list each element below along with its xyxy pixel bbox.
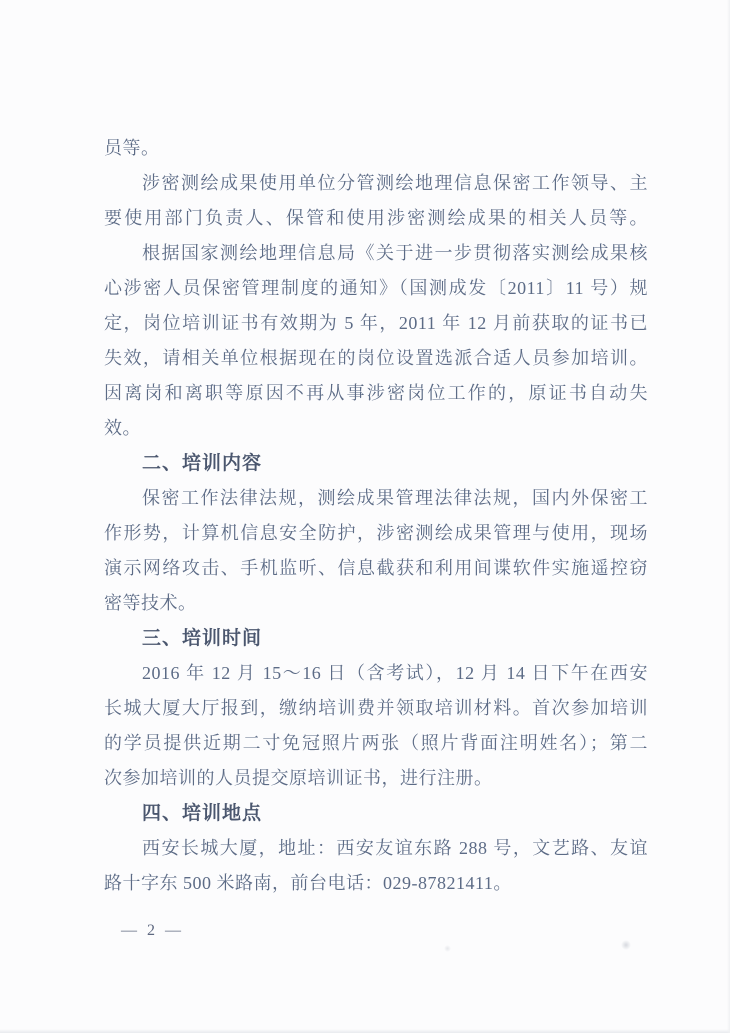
paragraph-line: 长城大厦大厅报到，缴纳培训费并领取培训材料。首次参加培训	[104, 698, 648, 718]
paragraph-tail-line: 次参加培训的人员提交原培训证书，进行注册。	[104, 768, 493, 788]
paragraph-tail-line: 密等技术。	[104, 593, 197, 613]
heading-training-location: 四、培训地点	[142, 803, 263, 824]
paragraph-line: 保密工作法律法规，测绘成果管理法律法规，国内外保密工	[142, 488, 648, 508]
scan-smudge	[444, 945, 451, 952]
paragraph-line: 根据国家测绘地理信息局《关于进一步贯彻落实测绘成果核	[142, 243, 648, 263]
paragraph-line: 定，岗位培训证书有效期为 5 年，2011 年 12 月前获取的证书已	[104, 313, 648, 333]
paragraph-line: 心涉密人员保密管理制度的通知》（国测成发〔2011〕11 号）规	[104, 278, 648, 298]
paragraph-tail-line: 员等。	[104, 138, 160, 158]
paragraph-line: 失效，请相关单位根据现在的岗位设置选派合适人员参加培训。	[104, 348, 648, 368]
heading-training-content: 二、培训内容	[142, 453, 263, 474]
paragraph-line: 2016 年 12 月 15～16 日（含考试），12 月 14 日下午在西安	[142, 663, 648, 683]
paragraph-line: 作形势，计算机信息安全防护，涉密测绘成果管理与使用，现场	[104, 523, 648, 543]
scan-edge-shadow	[0, 1029, 730, 1033]
paragraph-line: 因离岗和离职等原因不再从事涉密岗位工作的，原证书自动失	[104, 383, 648, 403]
document-text-block	[104, 131, 648, 901]
paragraph-line: 涉密测绘成果使用单位分管测绘地理信息保密工作领导、主	[142, 173, 648, 193]
page-number: — 2 —	[121, 922, 184, 939]
paragraph-line: 西安长城大厦，地址：西安友谊东路 288 号，文艺路、友谊	[142, 838, 648, 858]
scan-smudge	[621, 940, 631, 950]
paragraph-line: 演示网络攻击、手机监听、信息截获和利用间谍软件实施遥控窃	[104, 558, 648, 578]
paragraph-tail-line: 路十字东 500 米路南，前台电话：029-87821411。	[104, 873, 512, 893]
paragraph-line: 的学员提供近期二寸免冠照片两张（照片背面注明姓名）；第二	[104, 733, 648, 753]
paragraph-line: 要使用部门负责人、保管和使用涉密测绘成果的相关人员等。	[104, 208, 648, 228]
heading-training-time: 三、培训时间	[142, 628, 263, 649]
paragraph-tail-line: 效。	[104, 418, 141, 438]
